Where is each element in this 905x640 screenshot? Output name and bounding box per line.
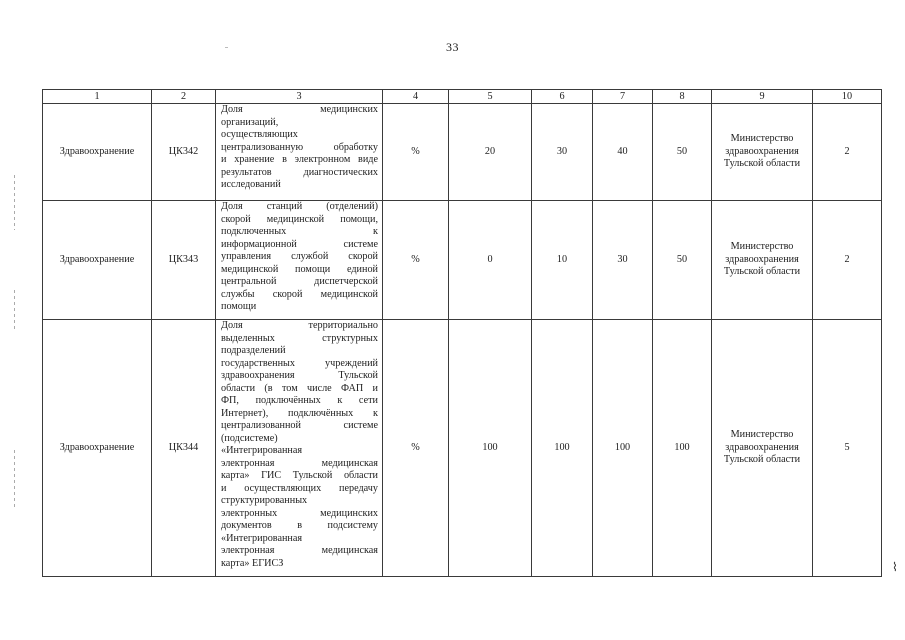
description-line: здравоохранения Тульской bbox=[221, 370, 378, 381]
description-cell bbox=[216, 201, 383, 320]
description-line: Интернет), подключённых к bbox=[221, 407, 378, 419]
description-line: карта» ЕГИСЗ bbox=[221, 557, 284, 569]
column-header: 2 bbox=[152, 90, 216, 104]
value-cell: 2 bbox=[813, 201, 882, 320]
value-cell: 0 bbox=[449, 201, 532, 320]
column-header: 6 bbox=[532, 90, 593, 104]
description-line: управления службой скорой bbox=[221, 251, 378, 262]
description-line: структурированных bbox=[221, 495, 308, 506]
left-margin-scan-dashes bbox=[14, 175, 15, 230]
description-line: области (в том числе ФАП и bbox=[221, 382, 378, 394]
description-line: электронных медицинских bbox=[221, 507, 378, 519]
value-cell: 100 bbox=[653, 320, 712, 577]
code-cell: ЦК344 bbox=[152, 320, 216, 577]
table-row bbox=[43, 104, 882, 201]
table-row bbox=[43, 201, 882, 320]
column-header: 4 bbox=[383, 90, 449, 104]
left-margin-scan-dashes bbox=[14, 450, 15, 510]
description-line: осуществляющих bbox=[221, 129, 298, 140]
description-line: организаций, bbox=[221, 116, 279, 128]
responsible-cell: Министерство здравоохранения Тульской области bbox=[712, 320, 813, 577]
sector-cell: Здравоохранение bbox=[43, 320, 152, 577]
column-header: 3 bbox=[216, 90, 383, 104]
value-cell: 50 bbox=[653, 201, 712, 320]
scan-speck bbox=[225, 47, 228, 48]
value-cell: 100 bbox=[532, 320, 593, 577]
description-line: электронная медицинская bbox=[221, 457, 378, 469]
description-line: скорой медицинской помощи, bbox=[221, 213, 378, 225]
description-line: электронная медицинская bbox=[221, 545, 378, 556]
indicators-table bbox=[42, 89, 882, 577]
responsible-cell: Министерство здравоохранения Тульской области bbox=[712, 104, 813, 201]
description-cell bbox=[216, 320, 383, 577]
description-line: информационной системе bbox=[221, 238, 378, 250]
page-number: 33 bbox=[446, 40, 459, 54]
value-cell: 10 bbox=[532, 201, 593, 320]
description-line: ФП, подключённых к сети bbox=[221, 395, 378, 406]
description-line: (подсистеме) bbox=[221, 432, 278, 444]
description-line: государственных учреждений bbox=[221, 357, 378, 369]
value-cell: 2 bbox=[813, 104, 882, 201]
unit-cell: % bbox=[383, 104, 449, 201]
column-header: 1 bbox=[43, 90, 152, 104]
value-cell: 5 bbox=[813, 320, 882, 577]
value-cell: 30 bbox=[532, 104, 593, 201]
description-line: подключенных к bbox=[221, 226, 378, 237]
description-line: медицинской помощи единой bbox=[221, 263, 378, 275]
description-line: Доля территориально bbox=[221, 320, 378, 331]
description-line: «Интегрированная bbox=[221, 532, 303, 544]
value-cell: 40 bbox=[593, 104, 653, 201]
description-line: и хранение в электронном виде bbox=[221, 154, 378, 165]
value-cell: 20 bbox=[449, 104, 532, 201]
description-line: централизованную обработку bbox=[221, 141, 378, 153]
code-cell: ЦК343 bbox=[152, 201, 216, 320]
column-header: 7 bbox=[593, 90, 653, 104]
value-cell: 100 bbox=[449, 320, 532, 577]
value-cell: 30 bbox=[593, 201, 653, 320]
description-line: результатов диагностических bbox=[221, 166, 378, 178]
unit-cell: % bbox=[383, 201, 449, 320]
responsible-cell: Министерство здравоохранения Тульской области bbox=[712, 201, 813, 320]
table-header-row bbox=[43, 90, 882, 104]
table-row bbox=[43, 320, 882, 577]
code-cell: ЦК342 bbox=[152, 104, 216, 201]
description-line: службы скорой медицинской bbox=[221, 288, 378, 300]
unit-cell: % bbox=[383, 320, 449, 577]
description-line: помощи bbox=[221, 301, 257, 312]
description-line: выделенных структурных bbox=[221, 332, 378, 344]
description-line: централизованной системе bbox=[221, 420, 378, 431]
description-line: Доля медицинских bbox=[221, 104, 378, 115]
description-line: центральной диспетчерской bbox=[221, 276, 378, 287]
description-line: «Интегрированная bbox=[221, 445, 303, 456]
sector-cell: Здравоохранение bbox=[43, 201, 152, 320]
left-margin-scan-dashes bbox=[14, 290, 15, 330]
column-header: 10 bbox=[813, 90, 882, 104]
description-line: карта» ГИС Тульской области bbox=[221, 470, 378, 481]
sector-cell: Здравоохранение bbox=[43, 104, 152, 201]
column-header: 8 bbox=[653, 90, 712, 104]
right-edge-scan-mark: ⌇ bbox=[892, 560, 898, 574]
column-header: 5 bbox=[449, 90, 532, 104]
description-cell bbox=[216, 104, 383, 201]
description-line: подразделений bbox=[221, 345, 286, 356]
description-line: и осуществляющих передачу bbox=[221, 482, 378, 494]
value-cell: 50 bbox=[653, 104, 712, 201]
column-header: 9 bbox=[712, 90, 813, 104]
description-line: Доля станций (отделений) bbox=[221, 201, 378, 212]
description-line: исследований bbox=[221, 179, 281, 190]
value-cell: 100 bbox=[593, 320, 653, 577]
description-line: документов в подсистему bbox=[221, 520, 378, 531]
